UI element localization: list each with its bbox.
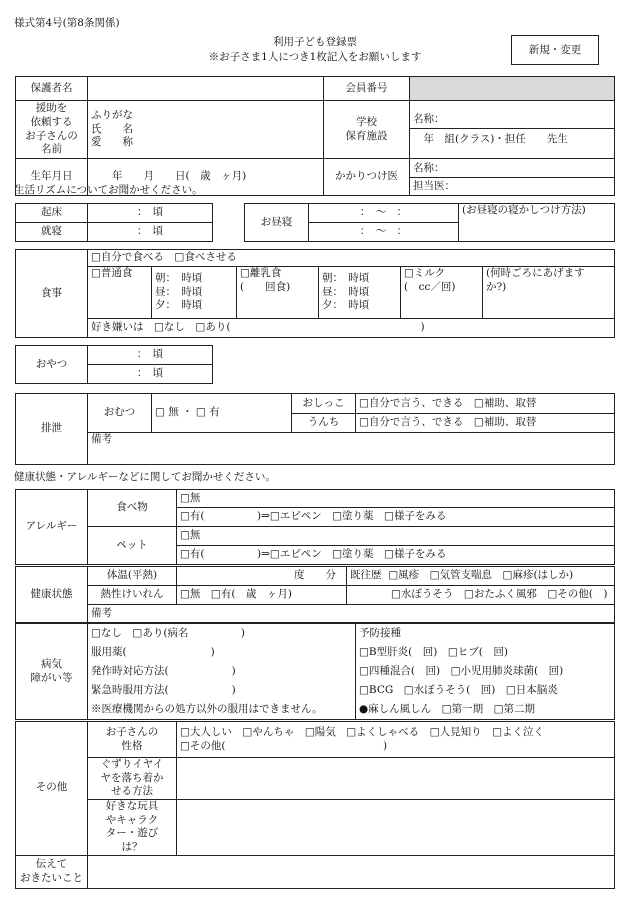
allergy-food-none[interactable]: □無 bbox=[177, 490, 615, 508]
health-status-table bbox=[15, 566, 615, 623]
snack-table bbox=[15, 345, 213, 384]
member-no-field bbox=[410, 77, 615, 101]
form-subtitle: ※お子さま1人につき1枚記入をお願いします bbox=[208, 51, 422, 63]
illness-table bbox=[15, 623, 615, 720]
meal-baby-times[interactable]: 朝： 時頃 昼： 時頃 夕： 時頃 bbox=[319, 267, 401, 319]
temp-label: 体温(平熱) bbox=[88, 567, 177, 586]
allergy-label: アレルギー bbox=[16, 490, 88, 565]
nap-label: お昼寝 bbox=[245, 204, 309, 242]
allergy-table bbox=[15, 489, 615, 565]
form-title: 利用子ども登録票 bbox=[273, 36, 357, 48]
snack-time-2[interactable]: ： 頃 bbox=[88, 365, 213, 384]
wake-sleep-table bbox=[15, 203, 213, 242]
school-field[interactable]: 名称： 年 組(クラス)・担任 先生 bbox=[410, 101, 615, 159]
pee-label: おしっこ bbox=[292, 394, 356, 414]
temp-field[interactable]: 度 分 bbox=[177, 567, 347, 586]
notes-label: 伝えて おきたいこと bbox=[16, 855, 88, 888]
meal-label: 食事 bbox=[16, 250, 88, 338]
school-label: 学校 保育施設 bbox=[324, 101, 410, 159]
snack-label: おやつ bbox=[16, 346, 88, 384]
snack-time-1[interactable]: ： 頃 bbox=[88, 346, 213, 365]
nap-method[interactable]: (お昼寝の寝かしつけ方法) bbox=[459, 204, 615, 242]
febrile-field[interactable]: □無 □有( 歳 ヶ月) bbox=[177, 586, 347, 605]
favorite-toys-label: 好きな玩具 やキャラク ター・遊び は？ bbox=[88, 800, 177, 856]
allergy-pet-none[interactable]: □無 bbox=[177, 527, 615, 546]
nap-time-2[interactable]: ： 〜 ： bbox=[309, 223, 459, 242]
history-line-2[interactable]: □水ぼうそう □おたふく風邪 □その他( ) bbox=[347, 586, 615, 605]
nap-time-1[interactable]: ： 〜 ： bbox=[309, 204, 459, 223]
calm-method-field[interactable] bbox=[177, 758, 615, 800]
meal-baby-option[interactable]: □離乳食 ( 回食) bbox=[237, 267, 319, 319]
meal-normal-times[interactable]: 朝： 時頃 昼： 時頃 夕： 時頃 bbox=[152, 267, 237, 319]
meal-self-options[interactable]: □自分で食べる □食べさせる bbox=[88, 250, 615, 267]
sleep-label: 就寝 bbox=[16, 223, 88, 242]
poo-options[interactable]: □自分で言う、できる □補助、取替 bbox=[356, 414, 615, 433]
notes-field[interactable] bbox=[88, 855, 615, 888]
allergy-food-label: 食べ物 bbox=[88, 490, 177, 527]
personality-label: お子さんの 性格 bbox=[88, 722, 177, 758]
rhythm-heading: 生活リズムについてお聞かせください。 bbox=[14, 184, 203, 196]
history-line-1[interactable]: 既往歴 □風疹 □気管支喘息 □麻疹(はしか) bbox=[347, 567, 615, 586]
health-heading: 健康状態・アレルギーなどに関してお聞かせください。 bbox=[14, 471, 276, 483]
vaccination-details[interactable]: 予防接種 □B型肝炎( 回) □ヒブ( 回) □四種混合( 回) □小児用肺炎球菌( 回) □BCG □水ぼうそう( 回) □日本脳炎 ●麻しん風しん □第一期 □第二期 bbox=[356, 624, 615, 720]
other-table bbox=[15, 721, 615, 889]
health-status-label: 健康状態 bbox=[16, 567, 88, 623]
allergy-pet-label: ペット bbox=[88, 527, 177, 565]
meal-table bbox=[15, 249, 615, 338]
meal-normal-option[interactable]: □普通食 bbox=[88, 267, 152, 319]
guardian-field[interactable] bbox=[88, 77, 324, 101]
excretion-label: 排泄 bbox=[16, 394, 88, 465]
other-label: その他 bbox=[16, 722, 88, 856]
calm-method-label: ぐずりイヤイ ヤを落ち着か せる方法 bbox=[88, 758, 177, 800]
member-no-label: 会員番号 bbox=[324, 77, 410, 101]
wake-time[interactable]: ： 頃 bbox=[88, 204, 213, 223]
birth-label: 生年月日 bbox=[16, 159, 88, 196]
meal-milk-option[interactable]: □ミルク ( cc／回) bbox=[401, 267, 483, 319]
health-note[interactable]: 備考 bbox=[88, 605, 615, 623]
wake-label: 起床 bbox=[16, 204, 88, 223]
nap-table bbox=[244, 203, 615, 242]
doctor-label: かかりつけ医 bbox=[324, 159, 410, 196]
meal-milk-when[interactable]: (何時ごろにあげます か?) bbox=[483, 267, 615, 319]
poo-label: うんち bbox=[292, 414, 356, 433]
basic-info-table bbox=[15, 76, 615, 196]
form-number: 様式第4号(第8条関係) bbox=[14, 17, 120, 29]
child-name-field[interactable]: ふりがな 氏 名 愛 称 bbox=[88, 101, 324, 159]
doctor-field[interactable]: 名称： 担当医： bbox=[410, 159, 615, 196]
child-name-label: 援助を 依頼する お子さんの 名前 bbox=[16, 101, 88, 159]
excretion-table bbox=[15, 393, 615, 465]
pee-options[interactable]: □自分で言う、できる □補助、取替 bbox=[356, 394, 615, 414]
personality-options[interactable]: □大人しい □やんちゃ □陽気 □よくしゃべる □人見知り □よく泣く □その他( ) bbox=[177, 722, 615, 758]
allergy-food-yes[interactable]: □有( )⇒□エピペン □塗り薬 □様子をみる bbox=[177, 508, 615, 527]
guardian-label: 保護者名 bbox=[16, 77, 88, 101]
birth-field[interactable]: 年 月 日( 歳 ヶ月) bbox=[88, 159, 324, 196]
febrile-label: 熱性けいれん bbox=[88, 586, 177, 605]
sleep-time[interactable]: ： 頃 bbox=[88, 223, 213, 242]
diaper-label: おむつ bbox=[88, 394, 152, 433]
illness-label: 病気 障がい等 bbox=[16, 624, 88, 720]
favorite-toys-field[interactable] bbox=[177, 800, 615, 856]
excretion-note[interactable]: 備考 bbox=[88, 433, 615, 465]
meal-likes[interactable]: 好き嫌いは □なし □あり( ) bbox=[88, 319, 615, 338]
diaper-options[interactable]: □ 無 ・ □ 有 bbox=[152, 394, 292, 433]
allergy-pet-yes[interactable]: □有( )⇒□エピペン □塗り薬 □様子をみる bbox=[177, 546, 615, 565]
illness-details[interactable]: □なし □あり(病名 ) 服用薬( ) 発作時対応方法( ) 緊急時服用方法( ) ※医療機関からの処方以外の服用はできません。 bbox=[88, 624, 356, 720]
new-change-box[interactable]: 新規・変更 bbox=[511, 35, 599, 65]
